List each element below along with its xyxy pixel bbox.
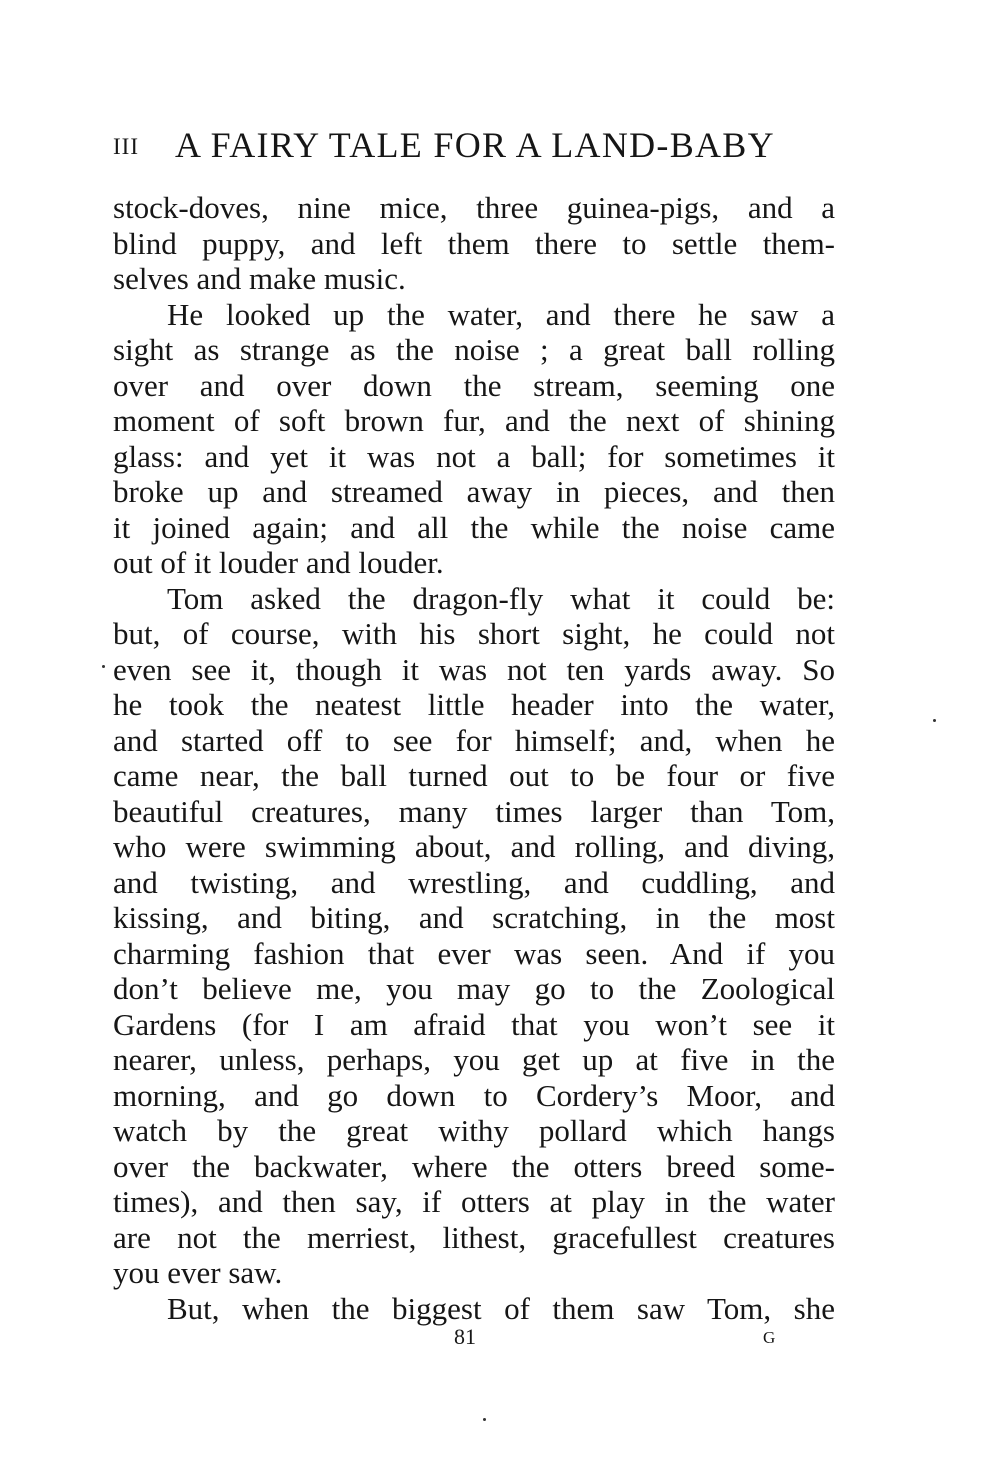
signature-mark: G	[763, 1328, 776, 1347]
text-line: are not the merriest, lithest, gracefullest creatures	[113, 1219, 835, 1255]
page-number: 81	[454, 1324, 476, 1349]
text-line: but, of course, with his short sight, he could not	[113, 616, 835, 651]
text-line: stock-doves, nine mice, three guinea-pigs, and a	[113, 190, 835, 225]
text-line: Tom asked the dragon-fly what it could be:	[167, 580, 835, 616]
text-line: beautiful creatures, many times larger than Tom,	[113, 793, 835, 829]
text-line: watch by the great withy pollard which hangs	[113, 1113, 835, 1148]
text-line: over the backwater, where the otters breed some-	[113, 1148, 835, 1184]
text-line: and started off to see for himself; and, when he	[113, 722, 835, 758]
print-speck	[102, 665, 105, 668]
print-speck	[483, 1418, 486, 1421]
text-line: he took the neatest little header into the water,	[113, 687, 835, 722]
text-line: glass: and yet it was not a ball; for sometimes it	[113, 438, 835, 474]
print-speck	[933, 719, 936, 722]
text-line: sight as strange as the noise ; a great ball rolling	[113, 332, 835, 367]
text-line: selves and make music.	[113, 261, 406, 296]
text-line: But, when the biggest of them saw Tom, she	[167, 1290, 835, 1326]
text-line: Gardens (for I am afraid that you won’t see it	[113, 1006, 835, 1042]
text-line: over and over down the stream, seeming one	[113, 367, 835, 403]
text-line: out of it louder and louder.	[113, 545, 444, 580]
text-line: moment of soft brown fur, and the next of shining	[113, 403, 835, 438]
text-line: nearer, unless, perhaps, you get up at five in the	[113, 1042, 835, 1077]
running-title: A FAIRY TALE FOR A LAND-BABY	[175, 125, 775, 165]
text-line: He looked up the water, and there he saw a	[167, 296, 835, 332]
text-line: morning, and go down to Cordery’s Moor, and	[113, 1077, 835, 1113]
text-line: you ever saw.	[113, 1255, 283, 1290]
text-line: don’t believe me, you may go to the Zoological	[113, 971, 835, 1006]
text-line: who were swimming about, and rolling, and diving,	[113, 829, 835, 864]
text-line: it joined again; and all the while the noise came	[113, 509, 835, 545]
text-line: charming fashion that ever was seen. And if you	[113, 935, 835, 971]
text-line: and twisting, and wrestling, and cuddling, and	[113, 864, 835, 900]
chapter-number: III	[113, 134, 139, 159]
text-line: broke up and streamed away in pieces, and then	[113, 474, 835, 509]
running-header	[113, 124, 835, 168]
text-line: kissing, and biting, and scratching, in the most	[113, 900, 835, 935]
text-line: came near, the ball turned out to be four or five	[113, 758, 835, 793]
text-line: blind puppy, and left them there to settle them-	[113, 225, 835, 261]
text-line: times), and then say, if otters at play in the water	[113, 1184, 835, 1219]
text-line: even see it, though it was not ten yards away. So	[113, 651, 835, 687]
page-footer	[113, 1324, 835, 1354]
body-text	[113, 190, 835, 1326]
